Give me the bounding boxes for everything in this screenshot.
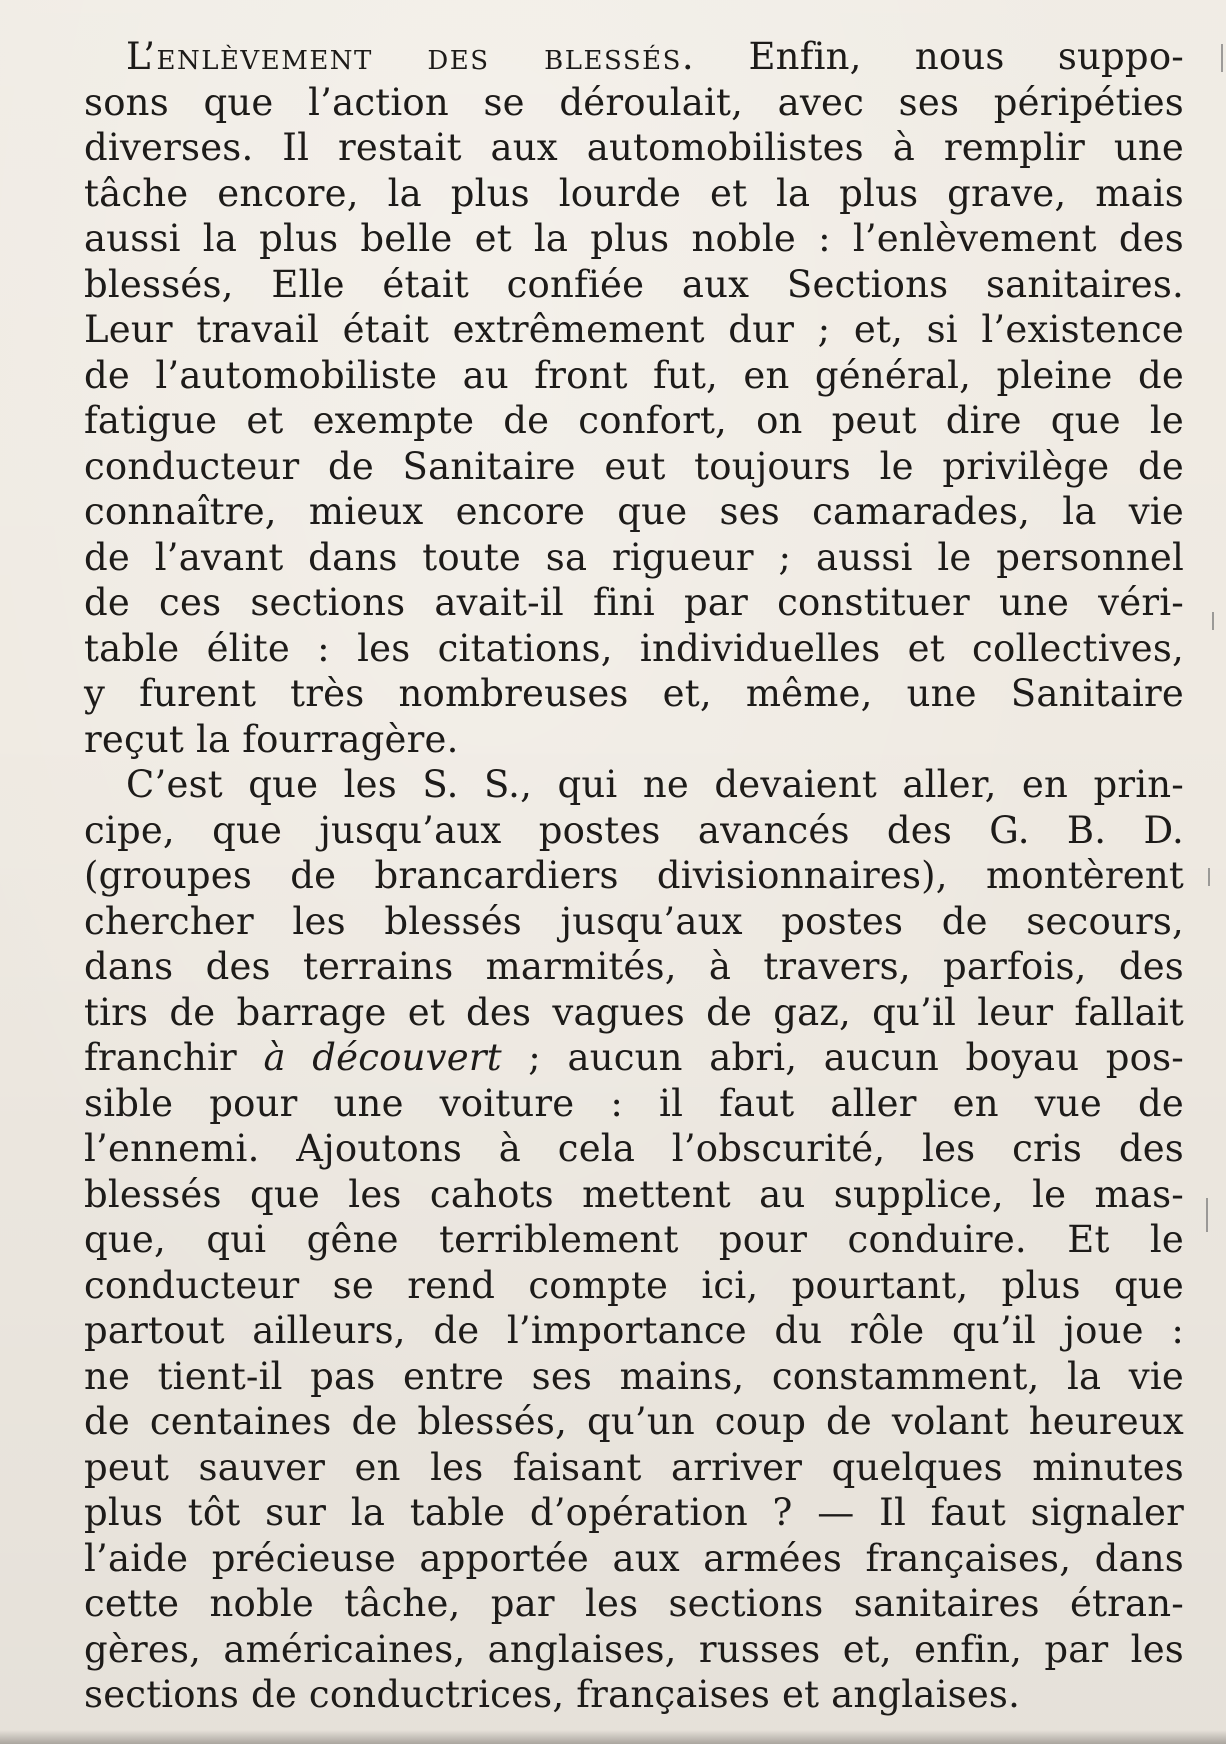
text-line: blessés que les cahots mettent au supplice, le mas- [84,1172,1184,1216]
text-line: diverses. Il restait aux automobilistes à remplir une [84,126,1184,169]
text-line: ne tient-il pas entre ses mains, constamment, la vie [84,1354,1184,1398]
text-line: aussi la plus belle et la plus noble : l’enlèvement des [84,217,1184,260]
text-line: l’aide précieuse apportée aux armées françaises, dans [84,1536,1184,1580]
text-line: cette noble tâche, par les sections sanitaires étran- [84,1582,1184,1625]
text-line: de centaines de blessés, qu’un coup de volant heureux [84,1400,1184,1443]
text-line: cipe, que jusqu’aux postes avancés des G. B. D. [84,808,1184,852]
text-line: conducteur de Sanitaire eut toujours le privilège de [84,444,1184,488]
text-line: sections de conductrices, françaises et anglaises. [84,1673,1021,1716]
margin-mark [1212,612,1214,630]
margin-mark [1208,868,1210,886]
margin-mark [1206,1198,1208,1232]
text-line: plus tôt sur la table d’opération ? — Il faut signaler [84,1491,1184,1534]
text-line: conducteur se rend compte ici, pourtant, plus que [84,1263,1184,1307]
text-line: que, qui gêne terriblement pour conduire. Et le [84,1218,1184,1261]
text-line: franchir à découvert ; aucun abri, aucun boyau pos- [84,1036,1184,1079]
text-line: peut sauver en les faisant arriver quelques minutes [84,1445,1184,1489]
page-bottom-edge [0,1730,1226,1744]
text-line: chercher les blessés jusqu’aux postes de secours, [84,899,1184,943]
text-line: de l’automobiliste au front fut, en général, pleine de [84,353,1184,397]
text-line: Leur travail était extrêmement dur ; et, si l’existence [84,308,1184,351]
text-line: de l’avant dans toute sa rigueur ; aussi le personnel [84,535,1184,579]
body-text [84,34,1184,1718]
emphasis: à découvert [263,1036,502,1079]
text-line: gères, américaines, anglaises, russes et, enfin, par les [84,1627,1184,1671]
text-line: (groupes de brancardiers divisionnaires), montèrent [84,854,1184,897]
text-line: connaître, mieux encore que ses camarades, la vie [84,490,1184,533]
text-line: sons que l’action se déroulait, avec ses péripéties [84,80,1184,124]
text-line: tâche encore, la plus lourde et la plus grave, mais [84,171,1184,215]
text-line: partout ailleurs, de l’importance du rôle qu’il joue : [84,1309,1184,1352]
text-line: de ces sections avait-il fini par constituer une véri- [84,581,1184,624]
text-line: l’ennemi. Ajoutons à cela l’obscurité, les cris des [84,1127,1184,1170]
text-line: blessés, Elle était confiée aux Sections sanitaires. [84,262,1184,306]
text-line: fatigue et exempte de confort, on peut dire que le [84,399,1184,442]
text-line: dans des terrains marmités, à travers, parfois, des [84,945,1184,988]
section-heading: L’enlèvement des blessés. [126,35,696,78]
margin-mark [1221,44,1223,72]
text-line: reçut la fourragère. [84,717,459,761]
text-line: sible pour une voiture : il faut aller en vue de [84,1081,1184,1125]
text-line: table élite : les citations, individuelles et collectives, [84,626,1184,670]
text-line: C’est que les S. S., qui ne devaient aller, en prin- [126,763,1184,806]
text-line: tirs de barrage et des vagues de gaz, qu’il leur fallait [84,990,1184,1034]
text-line: L’enlèvement des blessés. Enfin, nous suppo- [126,35,1184,78]
text-line: y furent très nombreuses et, même, une Sanitaire [84,672,1184,715]
